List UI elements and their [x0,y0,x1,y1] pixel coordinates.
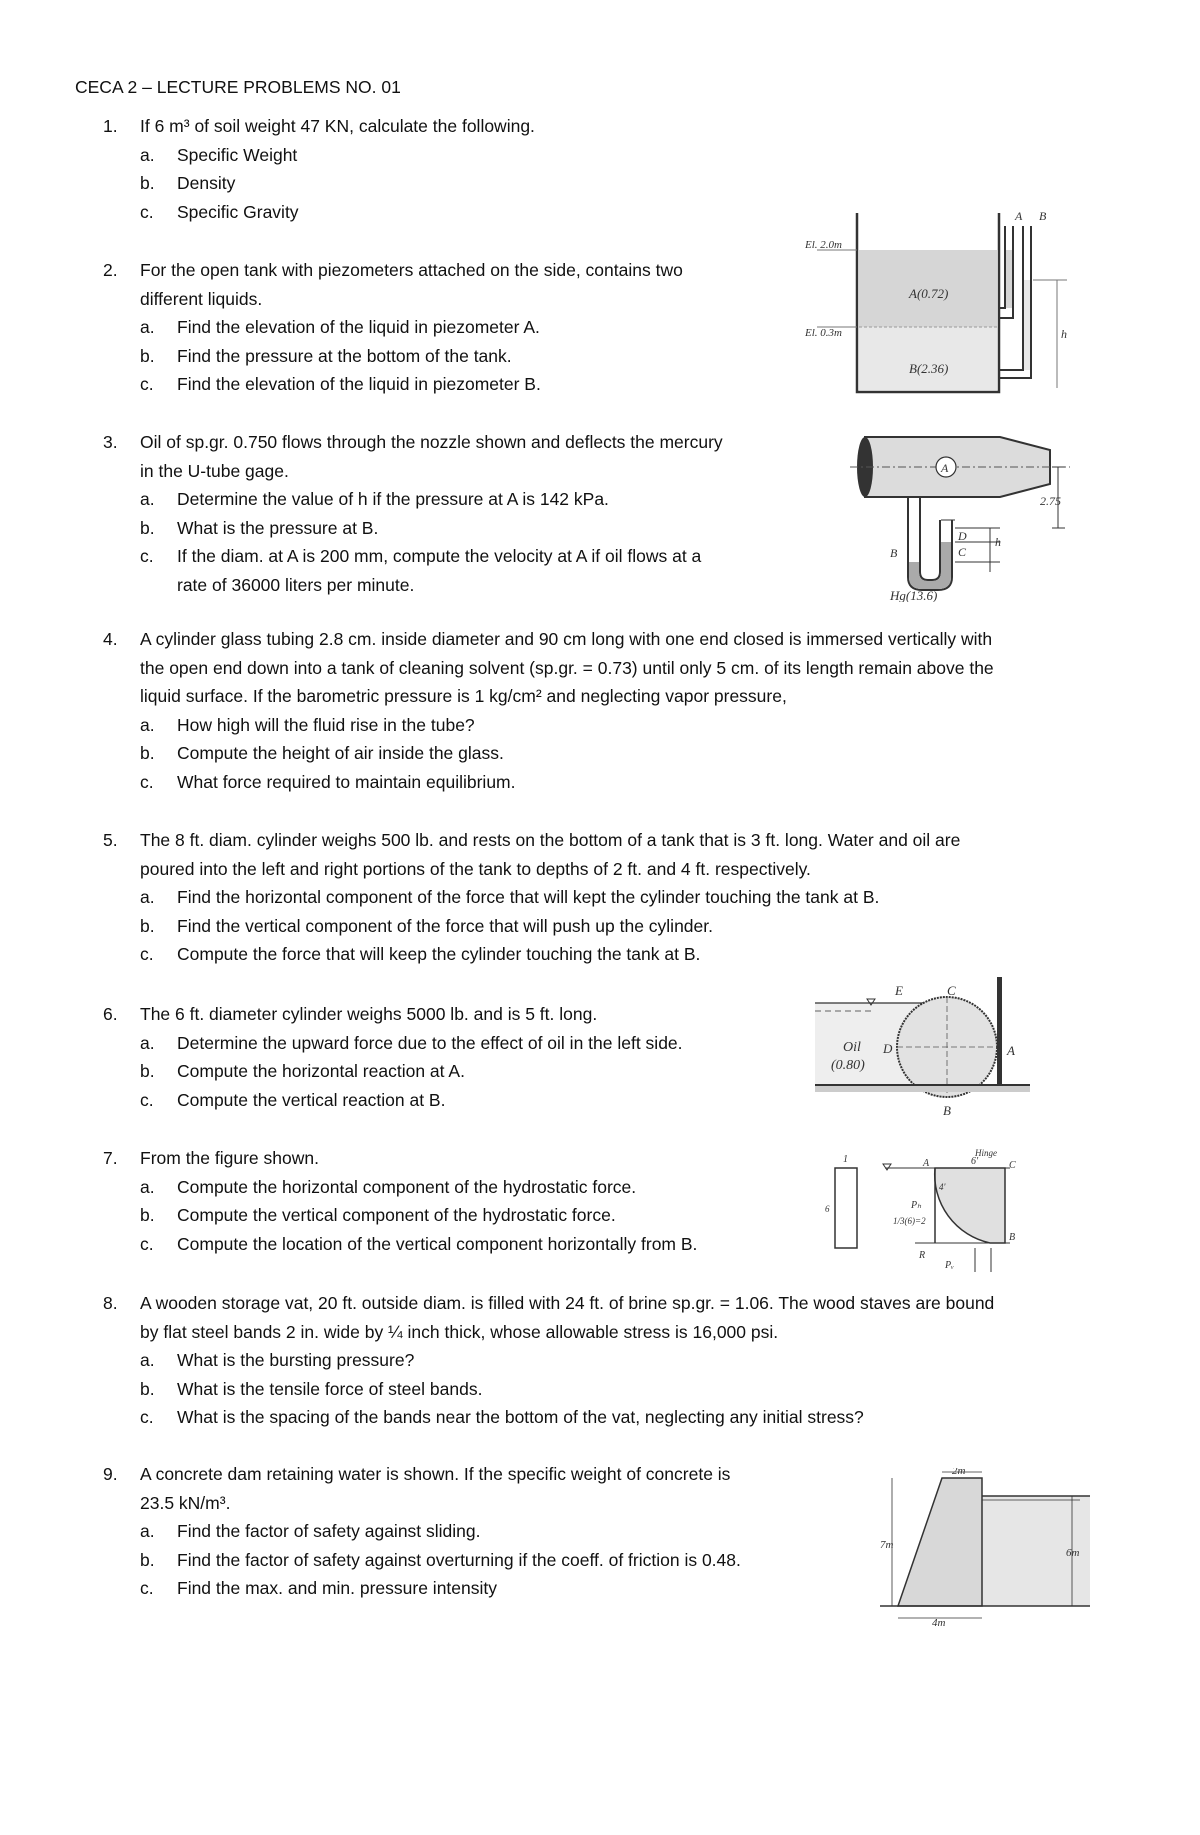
item-letter: a. [140,887,155,908]
item-text: What is the bursting pressure? [177,1350,415,1371]
item-text: Compute the location of the vertical component horizontally from B. [177,1233,698,1254]
item-letter: c. [140,546,154,567]
problem-number: 8. [103,1293,118,1313]
item-text: Find the horizontal component of the force that will kept the cylinder touching the tank at B. [177,887,880,908]
item-letter: c. [140,772,154,792]
item-text: Determine the value of h if the pressure at A is 142 kPa. [177,489,609,510]
item-text: Find the factor of safety against overturning if the coeff. of friction is 0.48. [177,1549,741,1570]
oil-label: Oil [843,1040,861,1055]
item-letter: a. [140,144,155,165]
item-letter: c. [140,201,154,222]
problem-number: 6. [103,1004,118,1024]
problem-statement: From the figure shown. [140,1148,319,1168]
item-text: What is the tensile force of steel bands. [177,1378,483,1399]
item-text: Determine the upward force due to the effect of oil in the left side. [177,1032,683,1053]
item-letter: c. [140,374,154,395]
nozzle-b-label: B [890,546,898,560]
problem-number: 2. [103,260,118,280]
gate-four-label: 4' [939,1182,946,1192]
problem-statement: The 6 ft. diameter cylinder weighs 5000 lb. and is 5 ft. long. [140,1004,598,1024]
item-letter: c. [140,1089,154,1110]
item-text: Specific Weight [177,144,298,165]
nozzle-a-label: A [941,461,949,475]
tank-liquid-a-label: A(0.72) [909,286,949,301]
nozzle-d-label: D [958,529,967,543]
dam-bottom-label: 4m [932,1617,946,1628]
item-letter: b. [140,1205,155,1226]
item-text: Density [177,173,236,194]
gate-a-label: A [923,1158,930,1169]
item-text: What is the spacing of the bands near the bottom of the vat, neglecting any initial stress? [177,1407,864,1428]
problem-statement: the open end down into a tank of cleaning solvent (sp.gr. = 0.73) until only 5 cm. of its length remain above the [140,657,994,678]
gate-figure [825,1148,1020,1273]
item-letter: a. [140,1521,155,1542]
problem-number: 5. [103,830,118,850]
problem-statement: in the U-tube gage. [140,460,289,481]
gate-hinge-label: Hinge [975,1148,997,1158]
item-letter: b. [140,1061,155,1082]
oil-sg-label: (0.80) [831,1058,865,1073]
cyl-d-label: D [883,1041,893,1056]
gate-quarter-circle [935,1168,1005,1243]
tank-liquid-b-label: B(2.36) [909,361,949,376]
problem-number: 1. [103,116,118,136]
item-letter: c. [140,1407,154,1428]
tank-piezometer-figure [805,208,1075,403]
item-letter: a. [140,489,155,510]
item-letter: c. [140,1578,154,1599]
problem-statement: liquid surface. If the barometric pressure is 1 kg/cm² and neglecting vapor pressure, [140,686,787,707]
item-text: If the diam. at A is 200 mm, compute the velocity at A if oil flows at a [177,546,702,567]
dam-right-label: 6m [1066,1547,1080,1559]
problem-statement: A wooden storage vat, 20 ft. outside diam. is filled with 24 ft. of brine sp.gr. = 1.06. The wood staves are bound [140,1293,995,1313]
cyl-a-label: A [1007,1043,1015,1058]
item-letter: b. [140,173,155,194]
nozzle-manometer-figure [850,432,1070,602]
problem-number: 7. [103,1148,118,1168]
cyl-c-label: C [947,983,956,998]
item-letter: b. [140,1549,155,1570]
item-text: Find the max. and min. pressure intensity [177,1578,498,1599]
item-text: What is the pressure at B. [177,517,379,538]
dam-left-label: 7m [880,1539,894,1551]
problem-statement: by flat steel bands 2 in. wide by ¼ inch thick, whose allowable stress is 16,000 psi. [140,1321,779,1342]
item-text: Find the elevation of the liquid in piezometer A. [177,317,540,338]
problem-statement: different liquids. [140,288,263,309]
cyl-e-label: E [895,983,903,998]
item-text: Compute the force that will keep the cylinder touching the tank at B. [177,944,701,965]
dam-figure [880,1468,1090,1628]
dam-top-label: 2m [952,1468,966,1477]
item-text: Compute the horizontal reaction at A. [177,1061,465,1082]
problem-statement: A cylinder glass tubing 2.8 cm. inside diameter and 90 cm long with one end closed is immersed vertically with [140,629,993,649]
item-text: Compute the vertical component of the hydrostatic force. [177,1205,616,1226]
dam-body [898,1478,982,1606]
nozzle-c-label: C [958,545,967,559]
problem-number: 9. [103,1464,118,1484]
problem-number: 3. [103,432,118,452]
item-letter: b. [140,1378,155,1399]
item-text: Find the factor of safety against sliding. [177,1521,481,1542]
tank-el-top-label: El. 2.0m [805,239,842,251]
problem-statement: A concrete dam retaining water is shown. If the specific weight of concrete is [140,1464,731,1484]
nozzle-h-label: h [995,535,1001,549]
piezometer-a-label: A [1015,209,1023,223]
item-letter: a. [140,1032,155,1053]
gate-pv-label: Pᵥ [945,1260,954,1271]
item-text: How high will the fluid rise in the tube? [177,714,475,735]
gate-six-label: 6' [971,1156,979,1167]
item-text: Compute the vertical reaction at B. [177,1089,446,1110]
problem-statement: For the open tank with piezometers attached on the side, contains two [140,260,683,280]
gate-one-label: 1 [843,1154,848,1165]
item-text: Find the vertical component of the force that will push up the cylinder. [177,915,713,936]
problem-statement: Oil of sp.gr. 0.750 flows through the nozzle shown and deflects the mercury [140,432,723,452]
problem-statement: If 6 m³ of soil weight 47 KN, calculate the following. [140,116,535,136]
item-text: Find the pressure at the bottom of the tank. [177,345,512,366]
item-letter: c. [140,944,154,965]
item-letter: b. [140,743,155,764]
tank-h-label: h [1061,327,1067,341]
problem-number: 4. [103,629,118,649]
cylinder-oil-figure [815,975,1030,1125]
item-text: Specific Gravity [177,201,299,222]
item-text: What force required to maintain equilibrium. [177,772,516,792]
item-text-continued: rate of 36000 liters per minute. [177,575,415,595]
nozzle-hg-label: Hg(13.6) [890,588,938,602]
item-letter: b. [140,345,155,366]
tank-liquid-b [859,327,997,390]
gate-r-label: R [919,1250,926,1261]
item-letter: a. [140,1350,155,1371]
item-letter: a. [140,317,155,338]
item-letter: a. [140,1176,155,1197]
item-letter: b. [140,915,155,936]
problem-statement: poured into the left and right portions of the tank to depths of 2 ft. and 4 ft. respectively. [140,858,811,879]
gate-frac-label: 1/3(6)=2 [893,1216,926,1226]
problem-statement: 23.5 kN/m³. [140,1492,231,1513]
gate-ph-label: Pₕ [911,1200,922,1211]
piezometer-b-label: B [1039,209,1047,223]
item-text: Compute the horizontal component of the hydrostatic force. [177,1176,637,1197]
item-letter: b. [140,517,155,538]
item-text: Find the elevation of the liquid in piezometer B. [177,374,541,395]
wall-a [997,977,1002,1085]
item-text: Compute the height of air inside the glass. [177,743,504,764]
gate-six-b-label: 6 [825,1204,830,1214]
gate-b-label: B [1009,1232,1016,1243]
tank-el-mid-label: El. 0.3m [805,327,842,339]
page-title: CECA 2 – LECTURE PROBLEMS NO. 01 [75,77,401,97]
cyl-b-label: B [943,1103,951,1118]
gate-c-label: C [1009,1160,1016,1171]
item-letter: a. [140,714,155,735]
gate-side-view [835,1168,857,1248]
problem-statement: The 8 ft. diam. cylinder weighs 500 lb. and rests on the bottom of a tank that is 3 ft. long. Water and oil are [140,830,961,850]
nozzle-dim-label: 2.75 [1040,494,1061,508]
item-letter: c. [140,1233,154,1254]
